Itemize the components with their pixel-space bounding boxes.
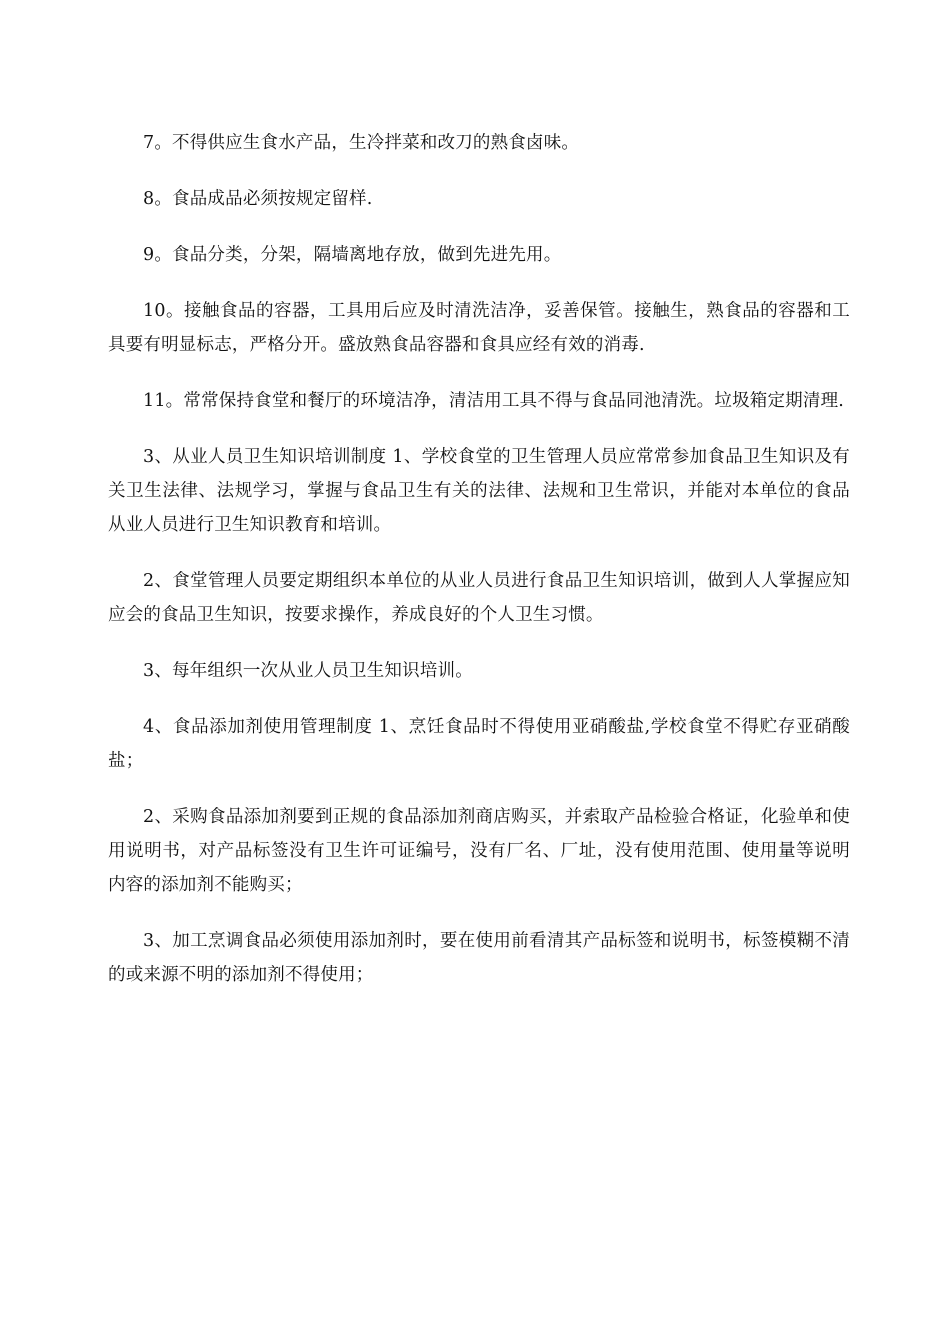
paragraph-11: 11。常常保持食堂和餐厅的环境洁净，清洁用工具不得与食品同池清洗。垃圾箱定期清理. (143, 391, 845, 411)
paragraph-7: 7。不得供应生食水产品，生冷拌菜和改刀的熟食卤味。 (143, 133, 580, 153)
paragraph-training-2: 2、食堂管理人员要定期组织本单位的从业人员进行食品卫生知识培训，做到人人掌握应知应会的食品卫生知识，按要求操作，养成良好的个人卫生习惯。 (108, 571, 850, 625)
paragraph-training-3: 3、每年组织一次从业人员卫生知识培训。 (143, 661, 473, 681)
paragraph-additive-1: 4、食品添加剂使用管理制度 1、烹饪食品时不得使用亚硝酸盐,学校食堂不得贮存亚硝酸盐； (108, 717, 850, 771)
paragraph-additive-2: 2、采购食品添加剂要到正规的食品添加剂商店购买，并索取产品检验合格证，化验单和使用说明书，对产品标签没有卫生许可证编号，没有厂名、厂址，没有使用范围、使用量等说明内容的添加剂不能购买； (108, 807, 850, 895)
paragraph-training-1: 3、从业人员卫生知识培训制度 1、学校食堂的卫生管理人员应常常参加食品卫生知识及有关卫生法律、法规学习，掌握与食品卫生有关的法律、法规和卫生常识，并能对本单位的食品从业人员进行卫生知识教育和培训。 (108, 447, 850, 535)
paragraph-8: 8。食品成品必须按规定留样. (143, 189, 373, 209)
paragraph-9: 9。食品分类，分架，隔墙离地存放，做到先进先用。 (143, 245, 562, 265)
paragraph-10: 10。接触食品的容器，工具用后应及时清洗洁净，妥善保管。接触生，熟食品的容器和工具要有明显标志，严格分开。盛放熟食品容器和食具应经有效的消毒. (108, 301, 850, 355)
paragraph-additive-3: 3、加工烹调食品必须使用添加剂时，要在使用前看清其产品标签和说明书，标签模糊不清的或来源不明的添加剂不得使用； (108, 931, 850, 985)
document-body (108, 126, 850, 1014)
